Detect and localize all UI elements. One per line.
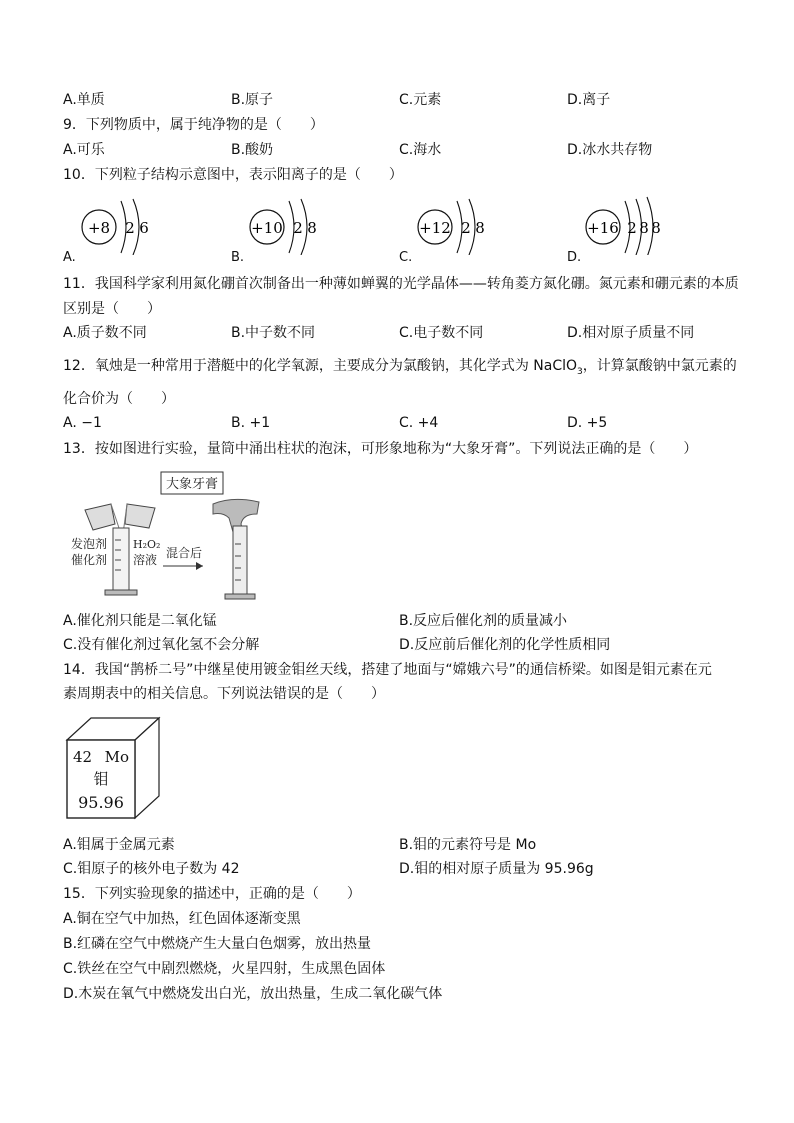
q12-option-b: B. +1 [231, 415, 271, 431]
q11-stem-line1: 11．我国科学家利用氮化硼首次制备出一种薄如蝉翼的光学晶体——转角菱方氮化硼。氮元素和硼元素的本质 [63, 276, 739, 292]
periodic-element-card [63, 712, 163, 824]
shell-electrons: 6 [139, 219, 149, 237]
element-name: 钼 [93, 770, 109, 788]
shell-electrons: 2 [461, 219, 471, 237]
nucleus-charge: +10 [251, 219, 283, 237]
atom-diagram-b [243, 195, 333, 255]
q13-option-d: D.反应前后催化剂的化学性质相同 [399, 637, 611, 653]
atom-label-c: C. [399, 250, 413, 265]
q9-option-a: A.可乐 [63, 142, 105, 158]
atom-diagram-c [411, 195, 501, 255]
q12-option-a: A. −1 [63, 415, 102, 431]
q15-option-a: A.铜在空气中加热，红色固体逐渐变黑 [63, 911, 301, 927]
q8-option-d: D.离子 [567, 92, 611, 108]
q12-stem-text-end: ，计算氯酸钠中氯元素的 [582, 358, 737, 374]
mix-label: 混合后 [166, 546, 203, 560]
atom-label-a: A. [63, 250, 76, 265]
q11-option-a: A.质子数不同 [63, 325, 147, 341]
shell-electrons: 2 [293, 219, 303, 237]
q15-option-c: C.铁丝在空气中剧烈燃烧，火星四射，生成黑色固体 [63, 961, 386, 977]
q13-stem: 13．按如图进行实验，量筒中涌出柱状的泡沫，可形象地称为“大象牙膏”。下列说法正确的是（ ） [63, 441, 698, 457]
elephant-toothpaste-figure [63, 468, 263, 608]
q14-option-d: D.钼的相对原子质量为 95.96g [399, 861, 594, 877]
q9-option-c: C.海水 [399, 142, 442, 158]
q15-option-d: D.木炭在氧气中燃烧发出白光，放出热量，生成二氧化碳气体 [63, 986, 443, 1002]
h2o2-label: H₂O₂ [133, 538, 161, 551]
shell-electrons: 8 [307, 219, 317, 237]
shell-electrons: 8 [475, 219, 485, 237]
q11-option-c: C.电子数不同 [399, 325, 484, 341]
q14-stem-line2: 素周期表中的相关信息。下列说法错误的是（ ） [63, 686, 385, 702]
atom-label-b: B. [231, 250, 245, 265]
q13-option-c: C.没有催化剂过氧化氢不会分解 [63, 637, 260, 653]
atom-label-d: D. [567, 250, 582, 265]
shell-electrons: 2 [125, 219, 135, 237]
agent-label-1: 发泡剂 [71, 537, 108, 551]
q14-option-c: C.钼原子的核外电子数为 42 [63, 861, 240, 877]
q8-option-b: B.原子 [231, 92, 274, 108]
q12-option-c: C. +4 [399, 415, 439, 431]
q12-stem-line1 [63, 356, 737, 382]
q9-option-d: D.冰水共存物 [567, 142, 653, 158]
q13-option-b: B.反应后催化剂的质量减小 [399, 613, 568, 629]
q14-option-a: A.钼属于金属元素 [63, 837, 175, 853]
q12-stem-text: 12．氧烛是一种常用于潜艇中的化学氧源，主要成分为氯酸钠，其化学式为 NaClO [63, 358, 577, 374]
q13-option-a: A.催化剂只能是二氧化锰 [63, 613, 217, 629]
element-symbol: Mo [104, 748, 129, 766]
formula-subscript: 3 [577, 366, 583, 377]
q14-stem-line1: 14．我国“鹊桥二号”中继星使用镀金钼丝天线，搭建了地面与“嫦娥六号”的通信桥梁。如图是钼元素在元 [63, 662, 712, 678]
foam-label: 大象牙膏 [165, 477, 219, 492]
nucleus-charge: +16 [587, 219, 619, 237]
q11-stem-line2: 区别是（ ） [63, 301, 161, 317]
q8-option-c: C.元素 [399, 92, 442, 108]
shell-electrons: 2 [627, 219, 637, 237]
atomic-number: 42 [73, 748, 93, 766]
atom-diagram-a [75, 195, 165, 255]
nucleus-charge: +12 [419, 219, 451, 237]
q10-stem: 10．下列粒子结构示意图中，表示阳离子的是（ ） [63, 167, 403, 183]
shell-electrons: 8 [639, 219, 649, 237]
q12-option-d: D. +5 [567, 415, 608, 431]
agent-label-2: 催化剂 [71, 553, 108, 567]
shell-electrons: 8 [651, 219, 661, 237]
q12-stem-line2: 化合价为（ ） [63, 391, 175, 407]
q9-option-b: B.酸奶 [231, 142, 274, 158]
q15-option-b: B.红磷在空气中燃烧产生大量白色烟雾，放出热量 [63, 936, 372, 952]
q14-option-b: B.钼的元素符号是 Mo [399, 837, 537, 853]
q11-option-b: B.中子数不同 [231, 325, 316, 341]
q15-stem: 15．下列实验现象的描述中，正确的是（ ） [63, 886, 361, 902]
q8-option-a: A.单质 [63, 92, 105, 108]
solution-label: 溶液 [133, 553, 158, 567]
nucleus-charge: +8 [87, 219, 111, 237]
q11-option-d: D.相对原子质量不同 [567, 325, 695, 341]
atom-diagram-d [579, 195, 679, 255]
q9-stem: 9．下列物质中，属于纯净物的是（ ） [63, 117, 324, 133]
atomic-mass: 95.96 [78, 793, 124, 812]
